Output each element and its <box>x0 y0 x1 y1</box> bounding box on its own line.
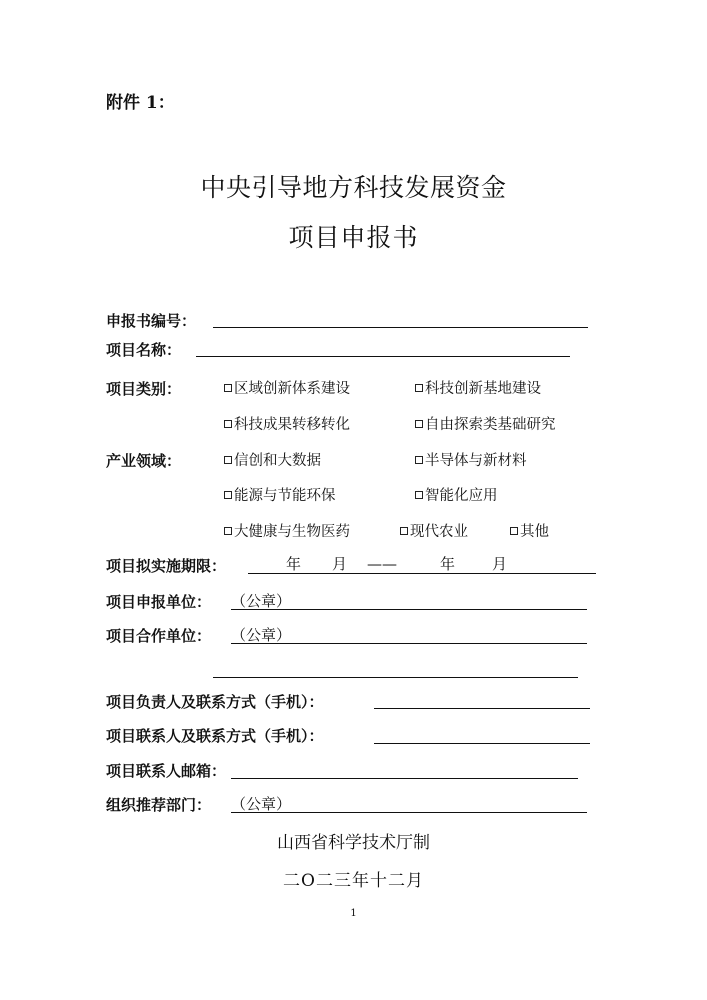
checkbox-icon <box>224 384 232 392</box>
industry-option-1[interactable]: 信创和大数据 <box>224 451 321 471</box>
industry-option-5[interactable]: 大健康与生物医药 <box>224 522 350 542</box>
period-start-month: 月 <box>332 555 348 573</box>
number-field-line[interactable] <box>213 327 588 328</box>
partner-label: 项目合作单位： <box>106 627 212 645</box>
applicant-label: 项目申报单位： <box>106 593 212 611</box>
document-subtitle: 项目申报书 <box>288 223 419 252</box>
checkbox-icon <box>224 456 232 464</box>
category-option-4[interactable]: 自由探索类基础研究 <box>415 415 556 435</box>
checkbox-icon <box>400 527 408 535</box>
category-option-3[interactable]: 科技成果转移转化 <box>224 415 350 435</box>
leader-field-line[interactable] <box>374 708 590 709</box>
recommender-field-line[interactable] <box>231 812 587 813</box>
category-option-2[interactable]: 科技创新基地建设 <box>415 379 541 399</box>
name-field-line[interactable] <box>196 356 570 357</box>
industry-option-6[interactable]: 现代农业 <box>400 522 468 542</box>
period-end-year: 年 <box>440 555 456 573</box>
attachment-label: 附件 1： <box>106 93 175 113</box>
issuer: 山西省科学技术厅制 <box>277 833 430 853</box>
checkbox-icon <box>415 384 423 392</box>
contact-field-line[interactable] <box>374 743 590 744</box>
contact-label: 项目联系人及联系方式（手机）： <box>106 727 324 745</box>
checkbox-icon <box>415 420 423 428</box>
page-number: 1 <box>350 908 357 919</box>
checkbox-icon <box>224 491 232 499</box>
industry-option-2[interactable]: 半导体与新材料 <box>415 451 527 471</box>
applicant-field-line[interactable] <box>231 609 587 610</box>
checkbox-icon <box>415 491 423 499</box>
partner-seal: （公章） <box>231 626 292 644</box>
name-label: 项目名称： <box>106 341 182 359</box>
industry-label: 产业领域： <box>106 452 182 470</box>
industry-option-3[interactable]: 能源与节能环保 <box>224 486 336 506</box>
period-start-year: 年 <box>286 555 302 573</box>
leader-label: 项目负责人及联系方式（手机）： <box>106 693 324 711</box>
industry-option-7[interactable]: 其他 <box>510 522 549 542</box>
period-dash: —— <box>367 555 397 573</box>
period-end-month: 月 <box>492 555 508 573</box>
checkbox-icon <box>224 527 232 535</box>
checkbox-icon <box>510 527 518 535</box>
category-option-1[interactable]: 区域创新体系建设 <box>224 379 350 399</box>
partner-field-line[interactable] <box>231 643 587 644</box>
recommender-seal: （公章） <box>231 795 292 813</box>
period-label: 项目拟实施期限： <box>106 557 227 575</box>
category-label: 项目类别： <box>106 380 182 398</box>
industry-option-4[interactable]: 智能化应用 <box>415 486 498 506</box>
applicant-seal: （公章） <box>231 592 292 610</box>
checkbox-icon <box>415 456 423 464</box>
checkbox-icon <box>224 420 232 428</box>
email-label: 项目联系人邮箱： <box>106 762 227 780</box>
email-field-line[interactable] <box>231 778 578 779</box>
recommender-label: 组织推荐部门： <box>106 796 212 814</box>
partner-extra-line[interactable] <box>213 677 578 678</box>
number-label: 申报书编号： <box>106 312 197 330</box>
issue-date: 二O二三年十二月 <box>283 871 424 891</box>
document-title: 中央引导地方科技发展资金 <box>200 173 507 202</box>
